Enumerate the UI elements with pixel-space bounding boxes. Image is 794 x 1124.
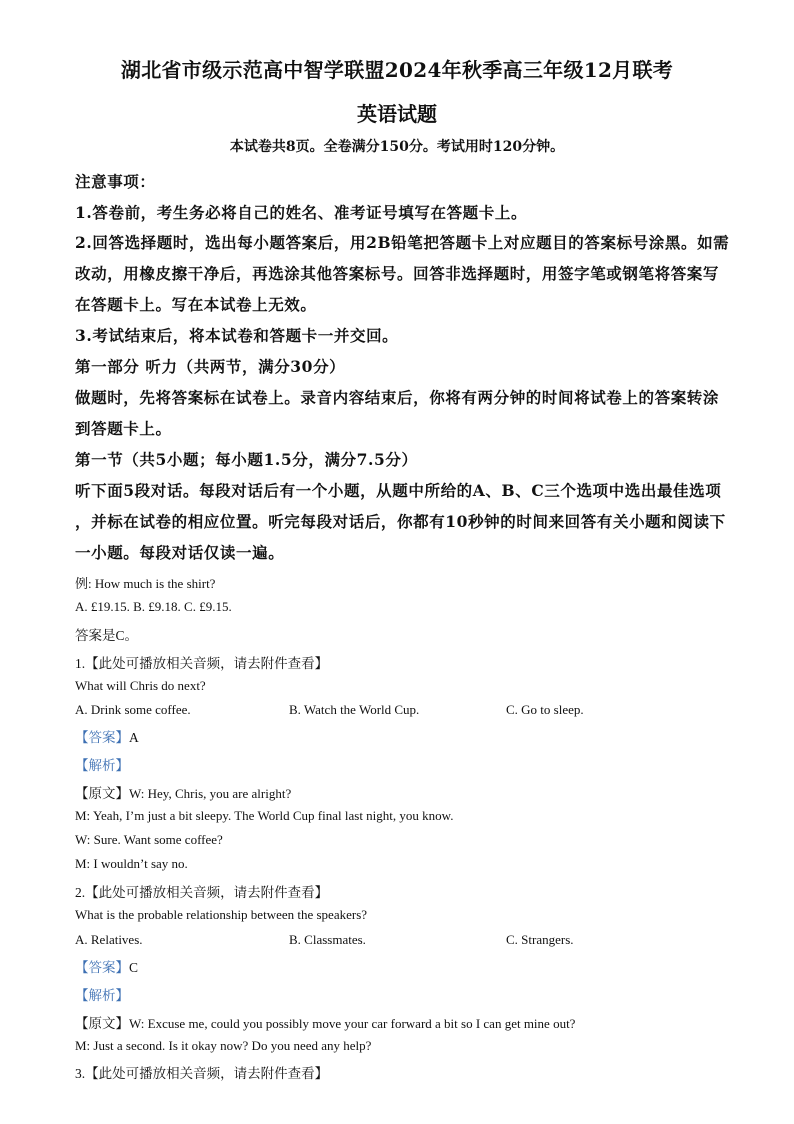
q2-transcript-tag: 【原文】 (75, 1016, 129, 1031)
q2-transcript-line-1 (75, 1012, 575, 1032)
q1-analysis-tag: 【解析】 (75, 758, 129, 773)
q1-dialogue-line: M: Yeah, I’m just a bit sleepy. The World Cup final last night, you know. (75, 808, 454, 823)
q1-option-b: B. Watch the World Cup. (289, 702, 420, 717)
q1-option-a: A. Drink some coffee. (75, 702, 191, 717)
section1-instruction-line-1: 听下面5段对话。每段对话后有一个小题，从题中所给的A、B、C三个选项中选出最佳选项 (75, 481, 722, 500)
q2-option-b: B. Classmates. (289, 932, 366, 947)
q2-audio-note: 2.【此处可播放相关音频，请去附件查看】 (75, 885, 329, 900)
q2-answer-tag: 【答案】 (75, 960, 129, 975)
example-question: 例: How much is the shirt? (75, 576, 216, 591)
section1-instruction-line-2: ，并标在试卷的相应位置。听完每段对话后，你都有10秒钟的时间来回答有关小题和阅读下 (75, 512, 726, 531)
q2-question: What is the probable relationship between the speakers? (75, 907, 368, 922)
q1-dialogue-line: W: Sure. Want some coffee? (75, 832, 223, 847)
example-options: A. £19.15. B. £9.18. C. £9.15. (75, 599, 232, 614)
q2-option-a: A. Relatives. (75, 932, 143, 947)
q1-answer-value: A (129, 730, 139, 745)
exam-title: 湖北省市级示范高中智学联盟2024年秋季高三年级12月联考 (120, 58, 674, 82)
note-item-2-line-1: 2.回答选择题时，选出每小题答案后，用2B铅笔把答题卡上对应题目的答案标号涂黑。如需 (75, 233, 730, 252)
note-item-3: 3.考试结束后，将本试卷和答题卡一并交回。 (75, 326, 399, 345)
note-item-1: 1.答卷前，考生务必将自己的姓名、准考证号填写在答题卡上。 (75, 203, 528, 222)
example-answer: 答案是C。 (75, 628, 139, 643)
q1-answer-tag: 【答案】 (75, 730, 129, 745)
q1-transcript-line-1 (75, 782, 291, 802)
q2-option-c: C. Strangers. (506, 932, 574, 947)
q3-audio-note: 3.【此处可播放相关音频，请去附件查看】 (75, 1066, 329, 1081)
part1-instruction-line-1: 做题时，先将答案标在试卷上。录音内容结束后，你将有两分钟的时间将试卷上的答案转涂 (75, 388, 720, 407)
q2-answer-row (75, 956, 138, 976)
section1-heading: 第一节（共5小题；每小题1.5分，满分7.5分） (75, 450, 418, 469)
q2-dialogue-line: W: Excuse me, could you possibly move your car forward a bit so I can get mine out? (129, 1016, 576, 1031)
q2-dialogue-line: M: Just a second. Is it okay now? Do you need any help? (75, 1038, 372, 1053)
q1-dialogue-line: W: Hey, Chris, you are alright? (129, 786, 292, 801)
section1-instruction-line-3: 一小题。每段对话仅读一遍。 (75, 543, 285, 562)
note-item-2-line-3: 在答题卡上。写在本试卷上无效。 (75, 295, 317, 314)
exam-info: 本试卷共8页。全卷满分150分。考试用时120分钟。 (229, 139, 565, 155)
q1-answer-row (75, 726, 139, 746)
q1-question: What will Chris do next? (75, 678, 206, 693)
q1-dialogue-line: M: I wouldn’t say no. (75, 856, 188, 871)
part1-heading: 第一部分 听力（共两节，满分30分） (75, 357, 346, 376)
notes-heading: 注意事项： (75, 172, 156, 191)
subject-title: 英语试题 (357, 102, 437, 126)
part1-instruction-line-2: 到答题卡上。 (75, 419, 172, 438)
note-item-2-line-2: 改动，用橡皮擦干净后，再选涂其他答案标号。回答非选择题时，用签字笔或钢笔将答案写 (75, 264, 720, 283)
q1-transcript-tag: 【原文】 (75, 786, 129, 801)
q2-analysis-tag: 【解析】 (75, 988, 129, 1003)
q1-audio-note: 1.【此处可播放相关音频，请去附件查看】 (75, 656, 329, 671)
q2-answer-value: C (129, 960, 139, 975)
q1-option-c: C. Go to sleep. (506, 702, 584, 717)
